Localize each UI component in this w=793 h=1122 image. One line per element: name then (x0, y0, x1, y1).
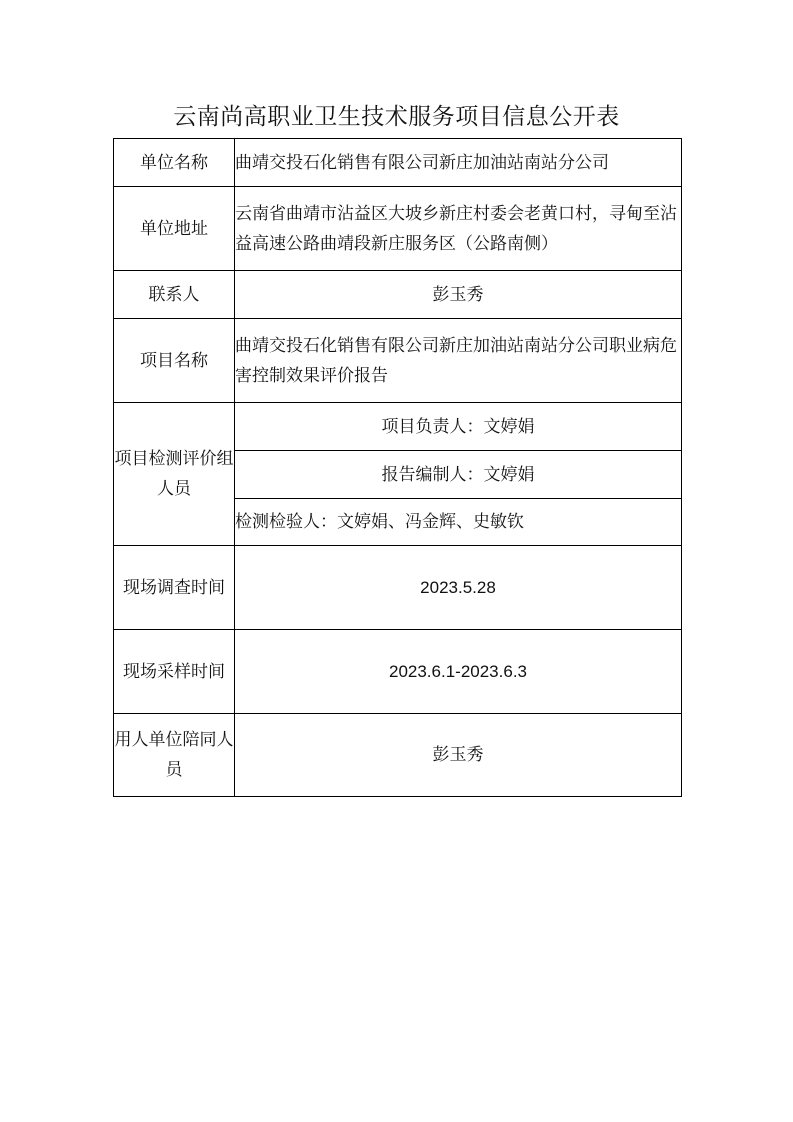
accompany-value: 彭玉秀 (235, 714, 682, 797)
row-contact (114, 271, 682, 319)
row-team-leader (114, 403, 682, 451)
page-title: 云南尚高职业卫生技术服务项目信息公开表 (173, 104, 620, 130)
team-editor-value: 报告编制人：文婷娟 (235, 451, 682, 499)
sampling-time-value: 2023.6.1-2023.6.3 (235, 630, 682, 714)
info-table (113, 138, 682, 797)
row-project-name (114, 319, 682, 403)
team-leader-value: 项目负责人：文婷娟 (235, 403, 682, 451)
row-sampling-time (114, 630, 682, 714)
survey-time-label: 现场调查时间 (114, 546, 235, 630)
unit-name-value: 曲靖交投石化销售有限公司新庄加油站南站分公司 (235, 139, 682, 187)
contact-value: 彭玉秀 (235, 271, 682, 319)
team-label: 项目检测评价组人员 (114, 403, 235, 546)
project-name-label: 项目名称 (114, 319, 235, 403)
project-name-value: 曲靖交投石化销售有限公司新庄加油站南站分公司职业病危害控制效果评价报告 (235, 319, 682, 403)
sampling-time-label: 现场采样时间 (114, 630, 235, 714)
row-accompany (114, 714, 682, 797)
row-unit-address (114, 187, 682, 271)
contact-label: 联系人 (114, 271, 235, 319)
row-survey-time (114, 546, 682, 630)
row-unit-name (114, 139, 682, 187)
unit-address-label: 单位地址 (114, 187, 235, 271)
team-inspectors-value: 检测检验人：文婷娟、冯金辉、史敏钦 (235, 499, 682, 546)
survey-time-value: 2023.5.28 (235, 546, 682, 630)
unit-name-label: 单位名称 (114, 139, 235, 187)
accompany-label: 用人单位陪同人员 (114, 714, 235, 797)
unit-address-value: 云南省曲靖市沾益区大坡乡新庄村委会老黄口村，寻甸至沾益高速公路曲靖段新庄服务区（公路南侧） (235, 187, 682, 271)
